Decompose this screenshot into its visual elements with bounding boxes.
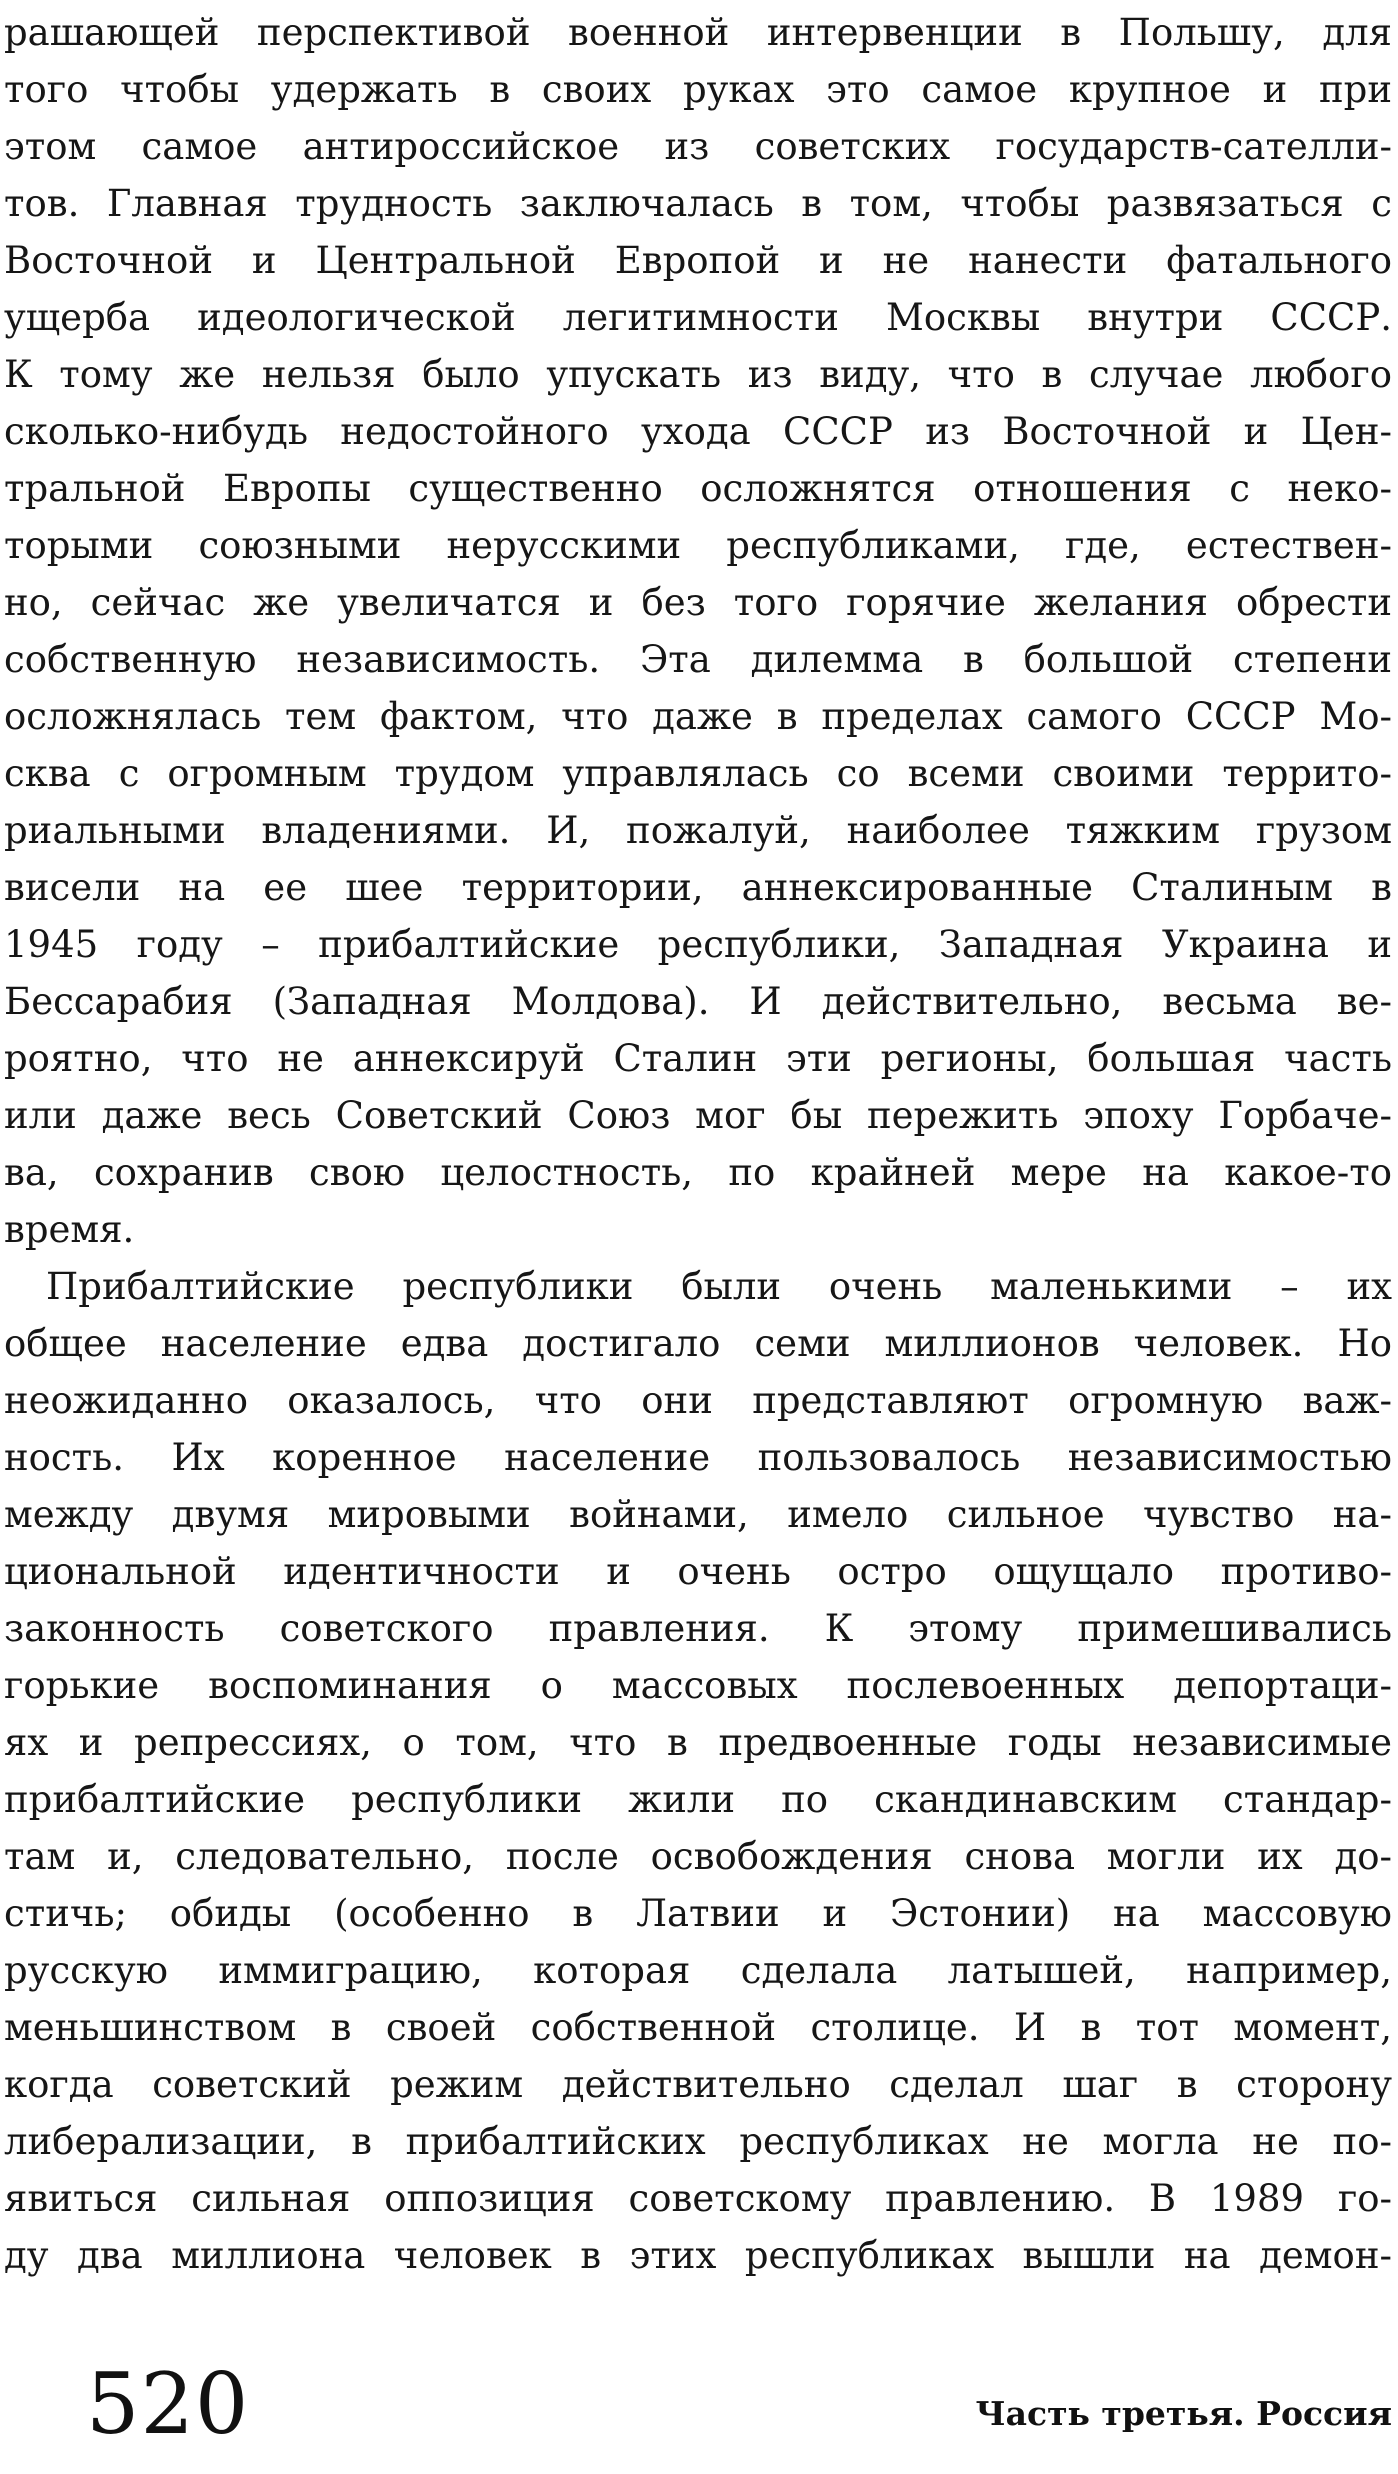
text-line: циональной идентичности и очень остро ощущало противо- bbox=[4, 1550, 1392, 1593]
text-line: сколько-нибудь недостойного ухода СССР из Восточной и Цен- bbox=[4, 410, 1392, 453]
text-line: русскую иммиграцию, которая сделала латышей, например, bbox=[4, 1949, 1392, 1992]
text-line: неожиданно оказалось, что они представляют огромную важ- bbox=[4, 1379, 1392, 1422]
text-line: ду два миллиона человек в этих республиках вышли на демон- bbox=[4, 2234, 1392, 2277]
text-line: ва, сохранив свою целостность, по крайней мере на какое-то bbox=[4, 1151, 1392, 1194]
text-line: время. bbox=[4, 1208, 135, 1251]
text-line: Прибалтийские республики были очень маленькими – их bbox=[46, 1265, 1392, 1308]
text-line: законность советского правления. К этому примешивались bbox=[4, 1607, 1392, 1650]
text-line: 1945 году – прибалтийские республики, Западная Украина и bbox=[4, 923, 1392, 966]
text-line: когда советский режим действительно сделал шаг в сторону bbox=[4, 2063, 1392, 2106]
text-line: между двумя мировыми войнами, имело сильное чувство на- bbox=[4, 1493, 1392, 1536]
text-line: роятно, что не аннексируй Сталин эти регионы, большая часть bbox=[4, 1037, 1392, 1080]
text-line: того чтобы удержать в своих руках это самое крупное и при bbox=[4, 68, 1392, 111]
text-line: там и, следовательно, после освобождения снова могли их до- bbox=[4, 1835, 1392, 1878]
text-line: стичь; обиды (особенно в Латвии и Эстонии) на массовую bbox=[4, 1892, 1392, 1935]
text-line: рашающей перспективой военной интервенции в Польшу, для bbox=[4, 11, 1392, 54]
text-line: торыми союзными нерусскими республиками, где, естествен- bbox=[4, 524, 1392, 567]
text-line: этом самое антироссийское из советских государств-сателли- bbox=[4, 125, 1392, 168]
text-line: или даже весь Советский Союз мог бы пережить эпоху Горбаче- bbox=[4, 1094, 1392, 1137]
text-line: сква с огромным трудом управлялась со всеми своими террито- bbox=[4, 752, 1392, 795]
text-line: осложнялась тем фактом, что даже в пределах самого СССР Мо- bbox=[4, 695, 1392, 738]
text-line: но, сейчас же увеличатся и без того горячие желания обрести bbox=[4, 581, 1392, 624]
text-line: горькие воспоминания о массовых послевоенных депортаци- bbox=[4, 1664, 1392, 1707]
text-line: явиться сильная оппозиция советскому правлению. В 1989 го- bbox=[4, 2177, 1392, 2220]
text-line: ущерба идеологической легитимности Москвы внутри СССР. bbox=[4, 296, 1392, 339]
text-line: Восточной и Центральной Европой и не нанести фатального bbox=[4, 239, 1392, 282]
text-line: либерализации, в прибалтийских республиках не могла не по- bbox=[4, 2120, 1392, 2163]
running-head: Часть третья. Россия bbox=[975, 2394, 1392, 2433]
text-line: ях и репрессиях, о том, что в предвоенные годы независимые bbox=[4, 1721, 1392, 1764]
text-line: висели на ее шее территории, аннексированные Сталиным в bbox=[4, 866, 1392, 909]
text-line: тральной Европы существенно осложнятся отношения с неко- bbox=[4, 467, 1392, 510]
page-number: 520 bbox=[86, 2355, 250, 2453]
text-line: прибалтийские республики жили по скандинавским стандар- bbox=[4, 1778, 1392, 1821]
text-line: ность. Их коренное население пользовалось независимостью bbox=[4, 1436, 1392, 1479]
page-footer bbox=[0, 2350, 1398, 2460]
text-line: К тому же нельзя было упускать из виду, что в случае любого bbox=[4, 353, 1392, 396]
text-line: риальными владениями. И, пожалуй, наиболее тяжким грузом bbox=[4, 809, 1392, 852]
text-line: Бессарабия (Западная Молдова). И действительно, весьма ве- bbox=[4, 980, 1392, 1023]
text-line: меньшинством в своей собственной столице. И в тот момент, bbox=[4, 2006, 1392, 2049]
text-line: общее население едва достигало семи миллионов человек. Но bbox=[4, 1322, 1392, 1365]
text-line: тов. Главная трудность заключалась в том, чтобы развязаться с bbox=[4, 182, 1392, 225]
body-text bbox=[4, 4, 1392, 2284]
text-line: собственную независимость. Эта дилемма в большой степени bbox=[4, 638, 1392, 681]
